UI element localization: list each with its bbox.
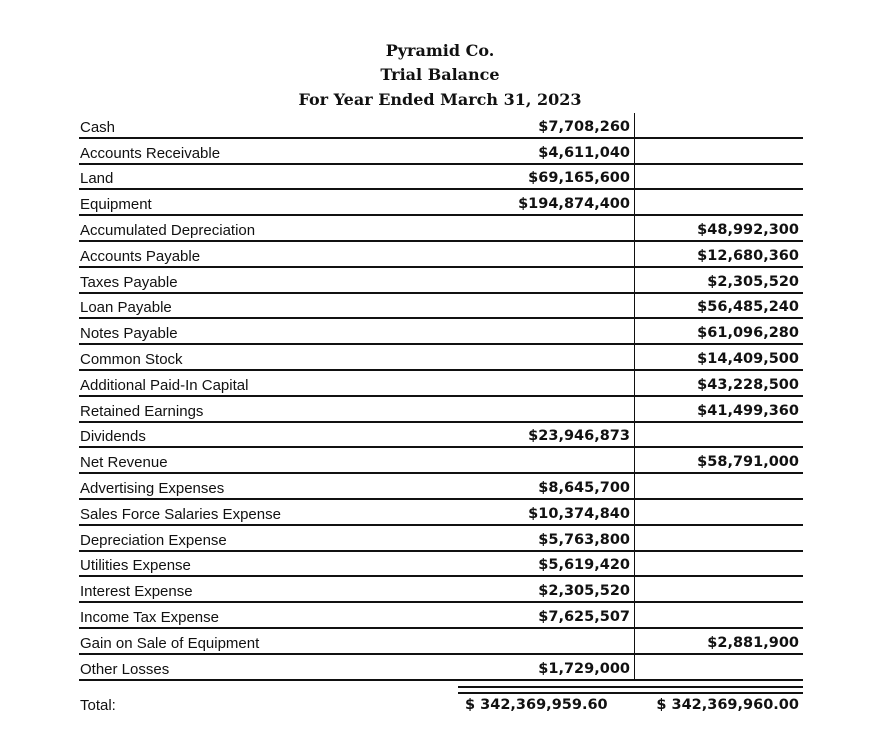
debit-cell: $4,611,040 (460, 138, 635, 164)
company-name: Pyramid Co. (385, 41, 495, 60)
credit-cell (635, 525, 804, 551)
credit-cell: $41,499,360 (635, 396, 804, 422)
total-credit: $ 342,369,960.00 (656, 697, 799, 713)
table-row (79, 602, 803, 628)
account-cell: Gain on Sale of Equipment (79, 628, 460, 654)
table-row (79, 138, 803, 164)
account-cell: Accounts Receivable (79, 138, 460, 164)
credit-cell (635, 576, 804, 602)
debit-cell (460, 293, 635, 319)
table-row (79, 628, 803, 654)
debit-cell: $69,165,600 (460, 164, 635, 190)
credit-cell (635, 551, 804, 577)
credit-cell: $61,096,280 (635, 318, 804, 344)
credit-cell: $2,881,900 (635, 628, 804, 654)
debit-cell: $7,625,507 (460, 602, 635, 628)
account-cell: Equipment (79, 189, 460, 215)
debit-cell (460, 241, 635, 267)
account-cell: Notes Payable (79, 318, 460, 344)
trial-balance-table (79, 113, 803, 681)
account-cell: Depreciation Expense (79, 525, 460, 551)
table-row (79, 189, 803, 215)
account-cell: Net Revenue (79, 447, 460, 473)
account-cell: Interest Expense (79, 576, 460, 602)
credit-cell (635, 654, 804, 680)
credit-cell (635, 189, 804, 215)
account-cell: Land (79, 164, 460, 190)
debit-cell (460, 215, 635, 241)
account-cell: Dividends (79, 422, 460, 448)
table-row (79, 499, 803, 525)
debit-cell (460, 344, 635, 370)
statement-period: For Year Ended March 31, 2023 (298, 90, 582, 109)
debit-cell (460, 267, 635, 293)
account-cell: Sales Force Salaries Expense (79, 499, 460, 525)
account-cell: Accumulated Depreciation (79, 215, 460, 241)
table-row (79, 113, 803, 138)
credit-cell: $43,228,500 (635, 370, 804, 396)
debit-cell: $23,946,873 (460, 422, 635, 448)
credit-cell (635, 164, 804, 190)
table-row (79, 654, 803, 680)
table-row (79, 576, 803, 602)
debit-cell (460, 447, 635, 473)
account-cell: Income Tax Expense (79, 602, 460, 628)
credit-cell (635, 422, 804, 448)
credit-cell: $14,409,500 (635, 344, 804, 370)
debit-cell: $194,874,400 (460, 189, 635, 215)
table-row (79, 473, 803, 499)
total-double-underline (458, 686, 803, 694)
credit-cell: $48,992,300 (635, 215, 804, 241)
debit-cell: $8,645,700 (460, 473, 635, 499)
trial-balance-rows (79, 113, 803, 680)
debit-cell (460, 396, 635, 422)
credit-cell: $56,485,240 (635, 293, 804, 319)
account-cell: Additional Paid-In Capital (79, 370, 460, 396)
table-row (79, 241, 803, 267)
table-row (79, 293, 803, 319)
debit-cell (460, 628, 635, 654)
account-cell: Retained Earnings (79, 396, 460, 422)
debit-cell: $5,619,420 (460, 551, 635, 577)
table-row (79, 396, 803, 422)
debit-cell: $7,708,260 (460, 113, 635, 138)
table-row (79, 447, 803, 473)
debit-cell: $10,374,840 (460, 499, 635, 525)
credit-cell (635, 138, 804, 164)
table-row (79, 525, 803, 551)
account-cell: Taxes Payable (79, 267, 460, 293)
account-cell: Loan Payable (79, 293, 460, 319)
table-row (79, 370, 803, 396)
account-cell: Advertising Expenses (79, 473, 460, 499)
total-debit: $ 342,369,959.60 (465, 697, 608, 713)
credit-cell: $58,791,000 (635, 447, 804, 473)
statement-title: Trial Balance (380, 65, 500, 84)
credit-cell: $2,305,520 (635, 267, 804, 293)
table-row (79, 215, 803, 241)
credit-cell (635, 473, 804, 499)
table-row (79, 164, 803, 190)
credit-cell (635, 499, 804, 525)
table-row (79, 267, 803, 293)
credit-cell (635, 602, 804, 628)
account-cell: Utilities Expense (79, 551, 460, 577)
credit-cell (635, 113, 804, 138)
account-cell: Cash (79, 113, 460, 138)
account-cell: Other Losses (79, 654, 460, 680)
debit-cell: $2,305,520 (460, 576, 635, 602)
table-row (79, 551, 803, 577)
credit-cell: $12,680,360 (635, 241, 804, 267)
debit-cell: $5,763,800 (460, 525, 635, 551)
account-cell: Accounts Payable (79, 241, 460, 267)
table-row (79, 422, 803, 448)
total-label: Total: (80, 697, 116, 714)
debit-cell: $1,729,000 (460, 654, 635, 680)
account-cell: Common Stock (79, 344, 460, 370)
debit-cell (460, 318, 635, 344)
table-row (79, 318, 803, 344)
debit-cell (460, 370, 635, 396)
table-row (79, 344, 803, 370)
